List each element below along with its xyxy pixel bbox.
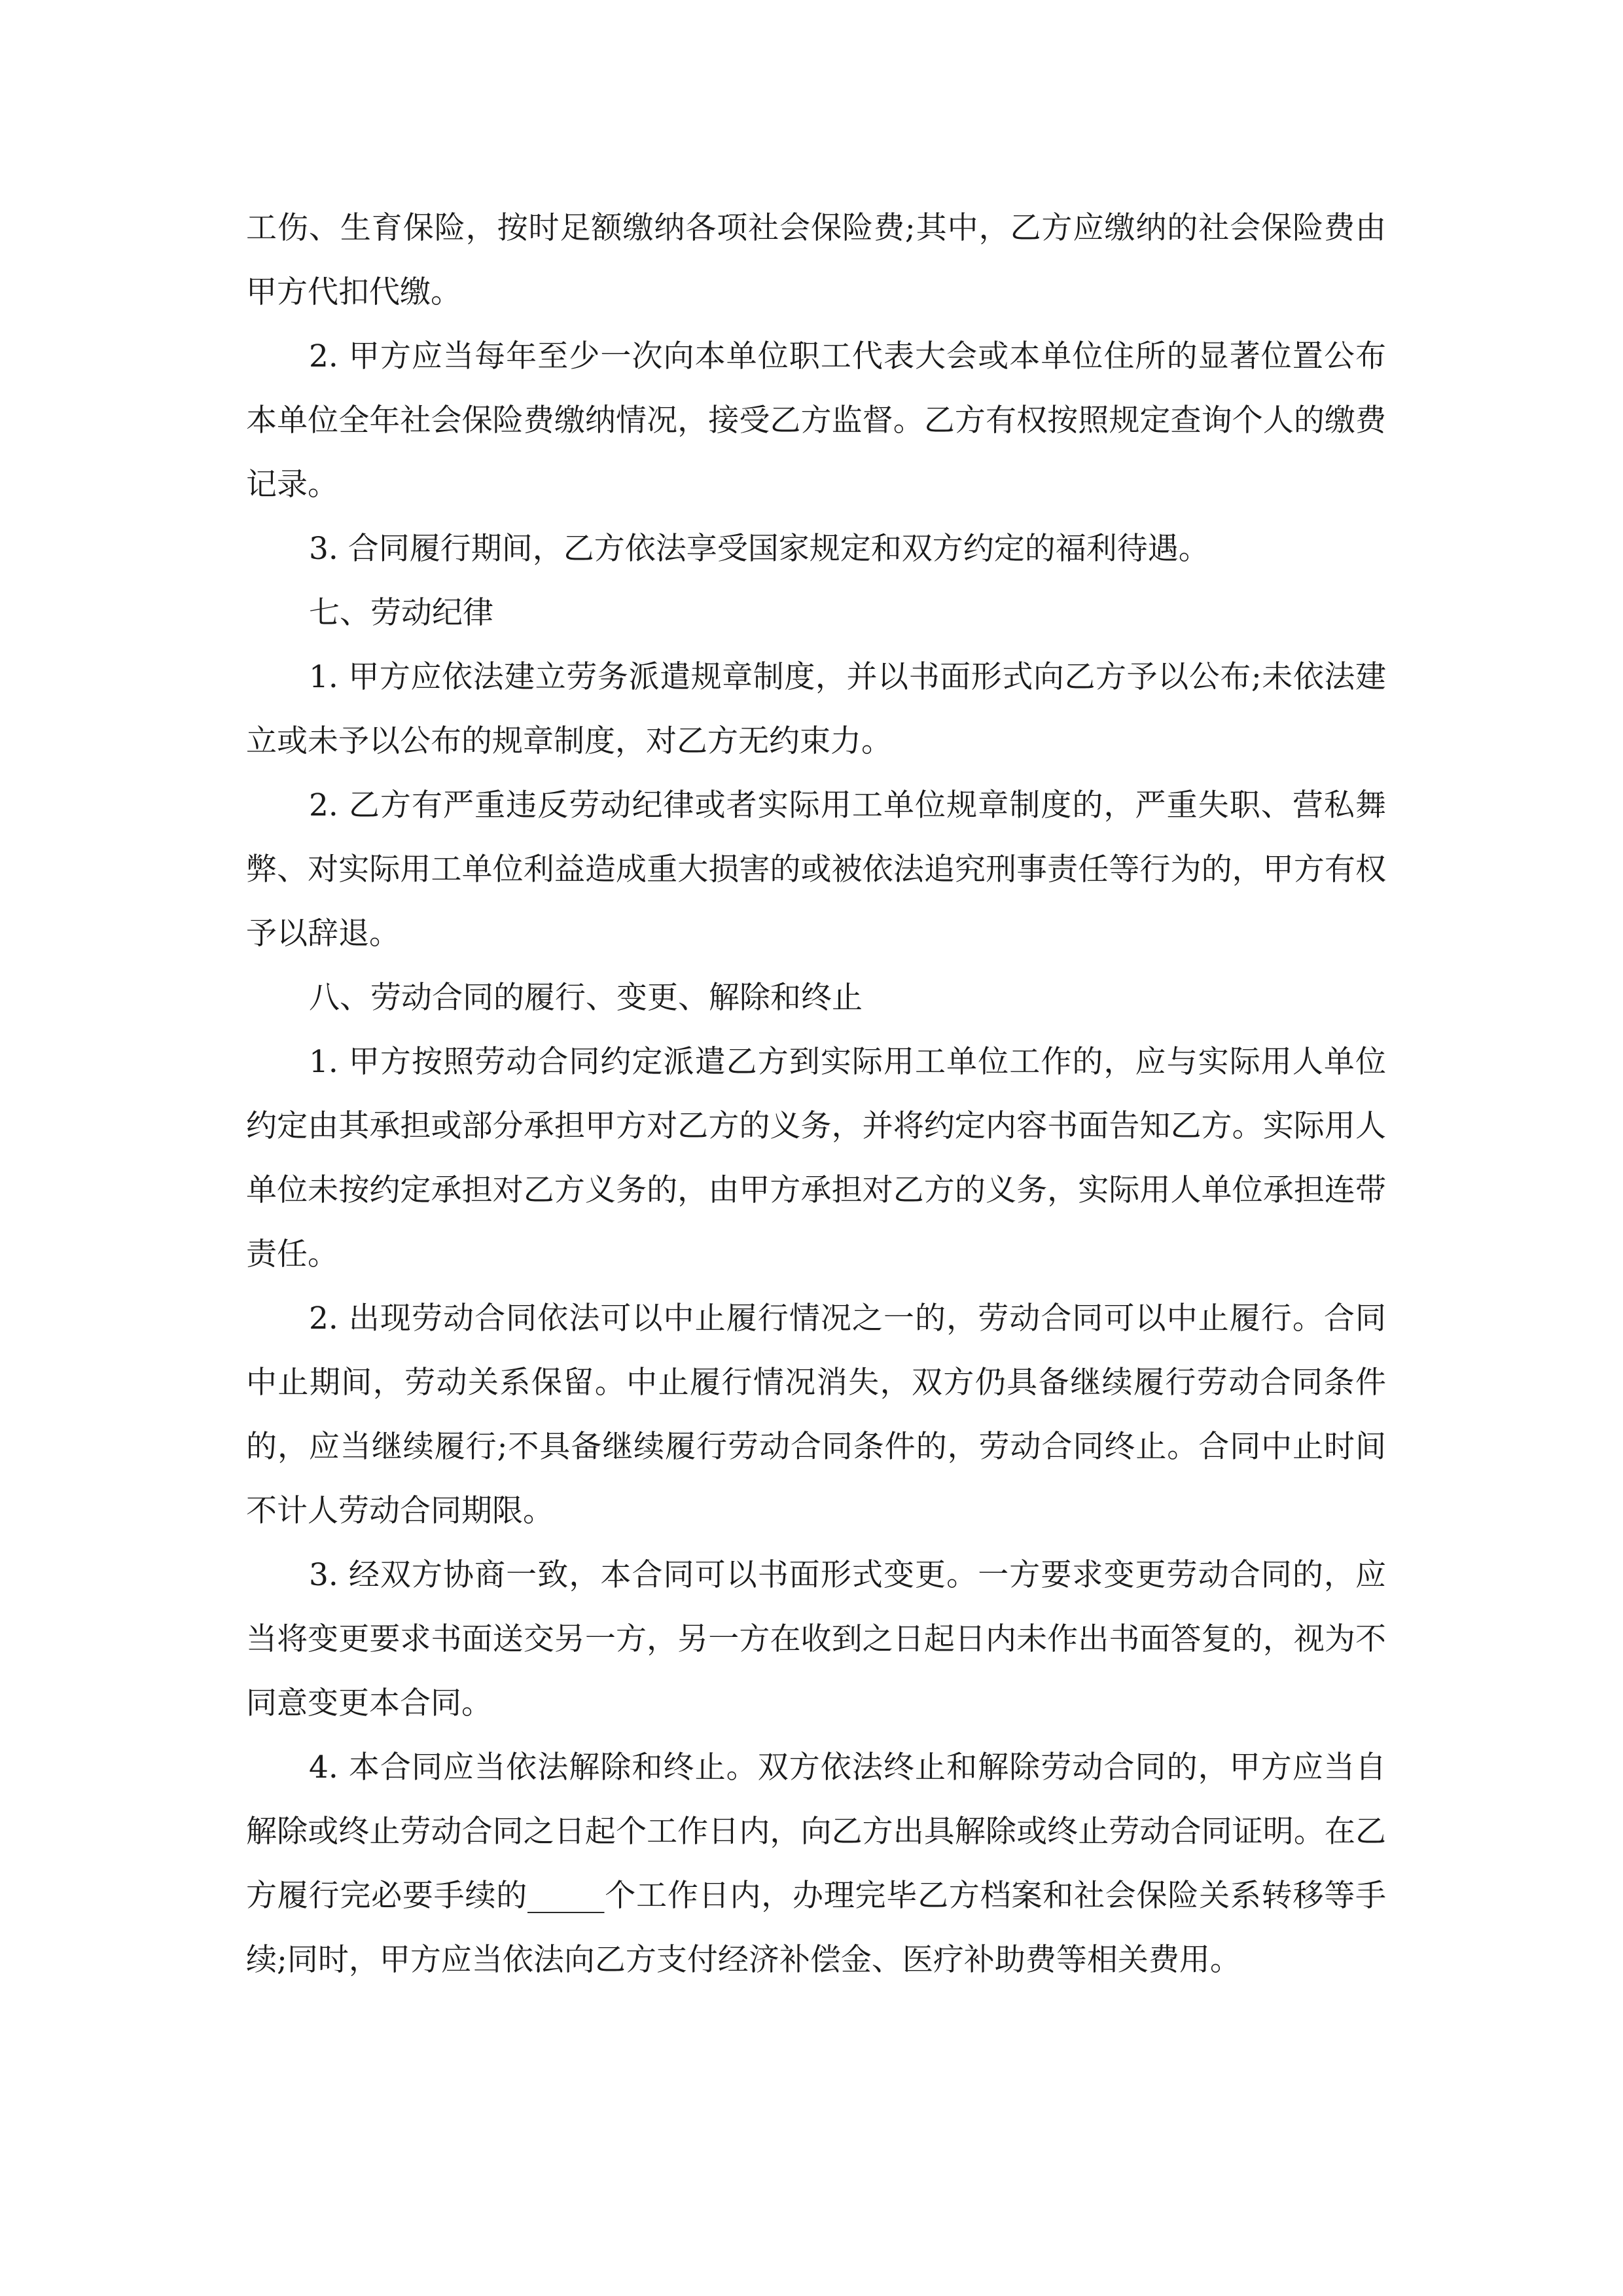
clause-7-2: 2. 乙方有严重违反劳动纪律或者实际用工单位规章制度的，严重失职、营私舞弊、对实际用工单位利益造成重大损害的或被依法追究刑事责任等行为的，甲方有权予以辞退。 — [246, 787, 1386, 952]
clause-8-3: 3. 经双方协商一致，本合同可以书面形式变更。一方要求变更劳动合同的，应当将变更要求书面送交另一方，另一方在收到之日起日内未作出书面答复的，视为不同意变更本合同。 — [246, 1557, 1386, 1721]
clause-6-2: 2. 甲方应当每年至少一次向本单位职工代表大会或本单位住所的显著位置公布本单位全年社会保险费缴纳情况，接受乙方监督。乙方有权按照规定查询个人的缴费记录。 — [246, 338, 1386, 503]
clause-8-4: 4. 本合同应当依法解除和终止。双方依法终止和解除劳动合同的，甲方应当自解除或终止劳动合同之日起个工作日内，向乙方出具解除或终止劳动合同证明。在乙方履行完必要手续的_____个工作日内，办理完毕乙方档案和社会保险关系转移等手续;同时，甲方应当依法向乙方支付经济补偿金、医疗补助费等相关费用。 — [246, 1749, 1386, 1978]
document-body — [246, 196, 1386, 1992]
clause-8-2: 2. 出现劳动合同依法可以中止履行情况之一的，劳动合同可以中止履行。合同中止期间，劳动关系保留。中止履行情况消失，双方仍具备继续履行劳动合同条件的，应当继续履行;不具备继续履行劳动合同条件的，劳动合同终止。合同中止时间不计人劳动合同期限。 — [246, 1300, 1386, 1529]
clause-7-1: 1. 甲方应依法建立劳务派遣规章制度，并以书面形式向乙方予以公布;未依法建立或未予以公布的规章制度，对乙方无约束力。 — [246, 659, 1386, 759]
section-heading-7: 七、劳动纪律 — [309, 595, 493, 631]
section-heading-8: 八、劳动合同的履行、变更、解除和终止 — [309, 980, 863, 1016]
paragraph-continuation: 工伤、生育保险，按时足额缴纳各项社会保险费;其中，乙方应缴纳的社会保险费由甲方代扣代缴。 — [246, 210, 1386, 310]
clause-8-1: 1. 甲方按照劳动合同约定派遣乙方到实际用工单位工作的，应与实际用人单位约定由其承担或部分承担甲方对乙方的义务，并将约定内容书面告知乙方。实际用人单位未按约定承担对乙方义务的，由甲方承担对乙方的义务，实际用人单位承担连带责任。 — [246, 1044, 1386, 1272]
clause-6-3: 3. 合同履行期间，乙方依法享受国家规定和双方约定的福利待遇。 — [309, 531, 1209, 567]
